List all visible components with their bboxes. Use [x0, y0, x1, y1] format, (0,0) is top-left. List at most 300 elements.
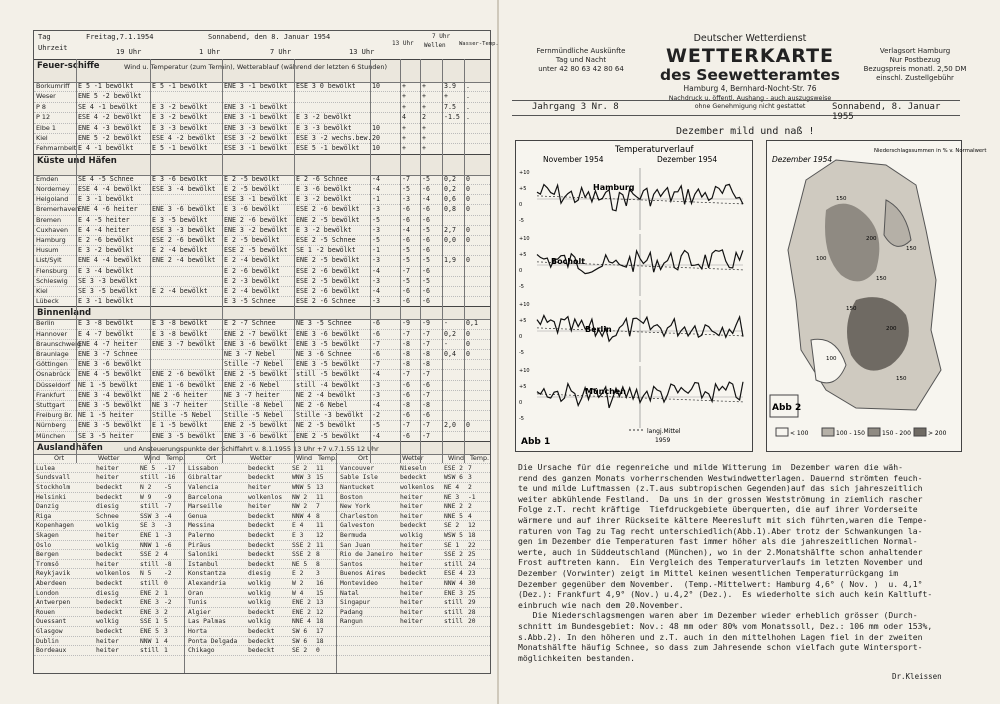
port-value: bedeckt [248, 647, 275, 655]
cell-value: ESE 3 -2 bewölkt [224, 134, 288, 142]
cell-value: E 1 -5 bewölkt [152, 421, 208, 430]
port-value: wolkig [96, 618, 119, 626]
port-name: Dublin [36, 637, 59, 645]
cell-value: 2,0 [444, 421, 456, 430]
cell-value: ENE 2 -5 bewölkt [296, 215, 360, 224]
cell-value: -1.5 [444, 113, 460, 122]
legend-swatch [776, 428, 788, 436]
cell-value: ENE 4 -3 bewölkt [78, 123, 142, 132]
port-value: diesig [96, 589, 119, 597]
column-divider [294, 59, 295, 463]
y-tick: +5 [519, 384, 527, 390]
port-name: Stockholm [36, 484, 71, 491]
notice-line-1: Nachdruck u. öffentl. Aushang - auch auszugsweise [668, 95, 832, 102]
port-value: -17 [164, 464, 176, 472]
cell-value: -6 [402, 215, 410, 224]
port-name: Singapur [340, 599, 371, 607]
hdr-tag: Tag [38, 33, 51, 41]
section-header [34, 154, 490, 176]
contour-label: 150 [906, 246, 917, 252]
port-value: SSW 3 [140, 512, 159, 520]
port-value: 29 [468, 599, 476, 607]
port-value: SE 3 [140, 522, 156, 530]
cell-value: -5 [422, 276, 430, 285]
hdr-wasser: Wasser-Temp. [459, 41, 499, 47]
cell-value: + [444, 92, 448, 101]
port-value: SSE 2 [444, 551, 463, 559]
cell-value: ENE 4 -4 bewölkt [78, 256, 142, 265]
port-value: 8 [316, 512, 320, 520]
port-value: NW 2 [292, 493, 308, 501]
cell-value: NE 3 -5 Schnee [296, 319, 352, 328]
cell-value: ENE 2 -6 bewölkt [224, 215, 288, 224]
publisher-line-3: Bezugspreis monatl. 2,50 DM [863, 65, 967, 73]
port-value: 4 [164, 551, 168, 559]
cell-value: ENE 3 -2 bewölkt [224, 225, 288, 234]
cell-value: E 2 -4 bewölkt [224, 256, 280, 265]
port-value: 12 [316, 608, 324, 616]
cell-value: E 3 -8 bewölkt [152, 329, 208, 338]
port-name: Palermo [188, 532, 215, 539]
port-value: 25 [468, 589, 476, 597]
cell-value: -6 [422, 236, 430, 244]
port-value: heiter [96, 464, 119, 472]
cell-value: -3 [402, 195, 410, 204]
station-name: Braunschweig [36, 339, 81, 348]
port-value: SE 2 [292, 647, 308, 655]
cell-value: - [444, 339, 448, 348]
cell-value: 1,9 [444, 256, 456, 265]
y-tick: 0 [519, 400, 523, 406]
text-line: Die Ursache für die regenreiche und milde Witterung im Dezember waren die wäh- [518, 462, 903, 472]
port-name: Glasgow [36, 628, 63, 635]
port-value: 7 [468, 464, 472, 472]
cell-value: ENE 3 -5 bewölkt [152, 431, 216, 440]
port-value: -7 [164, 503, 172, 511]
cell-value: ESE 2 -6 bewölkt [296, 266, 360, 275]
port-value: -6 [164, 541, 172, 549]
port-value: bedeckt [400, 522, 427, 530]
port-value: N 5 [140, 570, 152, 578]
cell-value: ESE 3 -1 bewölkt [224, 144, 288, 153]
hdr-t7: 7 Uhr [270, 48, 292, 56]
cell-value: 0,6 [444, 195, 456, 204]
port-name: Saloniki [188, 551, 219, 559]
port-name: Kopenhagen [36, 522, 74, 530]
port-value: ENE 1 [140, 532, 159, 539]
port-value: 15 [316, 474, 324, 482]
port-value: 28 [468, 608, 476, 616]
hdr-date1: Freitag,7.1.1954 [86, 33, 154, 41]
port-name: Antwerpen [36, 599, 71, 607]
port-value: wolkig [96, 541, 119, 549]
cell-value: 0 [466, 329, 470, 338]
port-value: ENE 2 [292, 599, 311, 607]
cell-value: -5 [422, 174, 430, 183]
port-value: ENE 3 [140, 608, 159, 616]
port-value: bedeckt [96, 628, 123, 635]
port-value: -3 [164, 532, 172, 539]
temperature-figure [515, 140, 753, 452]
station-name: Cuxhaven [36, 225, 69, 234]
port-value: ENE 2 [140, 589, 159, 597]
cell-value: ENE 3 -1 bewölkt [224, 113, 288, 122]
port-name: Istanbul [188, 560, 219, 568]
cell-value: -4 [422, 195, 430, 204]
cell-value: -6 [372, 329, 380, 338]
port-value: bedeckt [248, 464, 275, 472]
y-tick: +10 [519, 302, 530, 308]
label-dezember: Dezember 1954 [657, 155, 718, 164]
port-name: Genua [188, 512, 207, 520]
cell-value: + [422, 123, 426, 132]
port-name: Lulea [36, 464, 55, 472]
cell-value: E 3 -5 bewölkt [152, 215, 208, 224]
cell-value: -6 [422, 287, 430, 295]
station-name: Bremerhaven [36, 205, 80, 214]
title-wetterkarte: WETTERKARTE [665, 45, 835, 67]
cell-value: ESE 3 -4 bewölkt [152, 185, 216, 193]
cell-value: -6 [422, 266, 430, 275]
cell-value: -9 [402, 319, 410, 328]
publisher-info [860, 47, 970, 83]
port-name: Buenos Aires [340, 570, 386, 578]
cell-value: -6 [422, 297, 430, 306]
port-name: London [36, 589, 59, 597]
legend-swatch [868, 428, 880, 436]
cell-value: -6 [422, 215, 430, 224]
column-divider [420, 59, 421, 463]
port-value: wolkig [96, 522, 119, 530]
cell-value: ESE 2 -6 bewölkt [296, 287, 360, 295]
cell-value: . [466, 102, 470, 111]
text-line: Die Niederschlagsmengen waren aber im Dezember wieder erheblich grösser (Durch- [518, 610, 918, 621]
publisher-line-2: Nur Postbezug [889, 56, 941, 64]
port-name: Bergen [36, 551, 59, 559]
y-tick: 0 [519, 268, 523, 274]
port-value: heiter [400, 599, 423, 607]
station-name: P 8 [36, 102, 46, 111]
cell-value: -3 [372, 390, 380, 399]
cell-value: - [444, 319, 448, 328]
port-value: 3 [316, 570, 320, 578]
cell-value: SE 4 -1 bewölkt [78, 102, 138, 111]
port-name: Boston [340, 493, 363, 501]
port-value: 7 [316, 503, 320, 511]
text-line: raturen von Tag zu Tag recht unterschiedlich(Abb.1).Aber trotz der Schwankungen la- [518, 525, 923, 536]
cell-value: -5 [372, 215, 380, 224]
cell-value: -5 [372, 421, 380, 430]
port-name: Rio de Janeiro [340, 551, 394, 559]
cell-value: 0,8 [444, 205, 456, 214]
y-tick: +10 [519, 170, 530, 176]
port-value: NNW 4 [292, 512, 311, 520]
cell-value: 0,2 [444, 329, 456, 338]
col-header: Wetter [250, 453, 272, 462]
cell-value: -4 [372, 287, 380, 295]
cell-value: -7 [422, 370, 430, 379]
port-value: still [140, 647, 159, 655]
port-name: Las Palmas [188, 618, 226, 626]
col-header: Wind [448, 453, 465, 462]
port-value: heiter [96, 532, 119, 539]
legend-year: 1959 [655, 437, 671, 444]
station-name: München [36, 431, 66, 440]
cell-value: NE 2 -6 heiter [152, 390, 208, 399]
cell-value: Stille -7 Nebel [224, 360, 284, 369]
port-value: -16 [164, 474, 176, 482]
port-name: Santos [340, 560, 363, 568]
cell-value: E 4 -5 heiter [78, 215, 130, 224]
station-name: Stuttgart [36, 401, 65, 409]
station-name: Husum [36, 246, 59, 255]
port-name: Danzig [36, 503, 59, 511]
cell-value: E 3 -2 bewölkt [296, 225, 352, 234]
station-name: Berlin [36, 319, 55, 328]
port-value: 11 [316, 464, 324, 472]
cell-value: 0,1 [466, 319, 478, 328]
cell-value: -3 [372, 225, 380, 234]
jahrgang: Jahrgang 3 Nr. 8 [532, 102, 619, 112]
cell-value: 4 [402, 113, 406, 122]
port-value: diesig [248, 570, 271, 578]
hdr-t13: 13 Uhr [349, 48, 375, 56]
port-value: bedeckt [248, 512, 275, 520]
cell-value: ESE 4 -2 bewölkt [152, 134, 216, 142]
port-value: N 2 [140, 484, 152, 491]
port-value: still [444, 608, 463, 616]
port-value: wolkig [248, 589, 271, 597]
port-name: Marseille [188, 503, 223, 511]
cell-value: -8 [402, 350, 410, 358]
cell-value: E 2 -4 bewölkt [224, 287, 280, 295]
cell-value: ESE 2 -5 bewölkt [296, 276, 360, 285]
port-value: wolkenlos [96, 570, 131, 578]
cell-value: NE 1 -5 heiter [78, 411, 134, 420]
port-value: WNW 5 [292, 484, 311, 491]
phone-line-1: Fernmündliche Auskünfte [536, 47, 626, 55]
port-value: NNW 1 [140, 637, 159, 645]
port-value: heiter [400, 580, 423, 587]
hdr-t13b: 13 Uhr [392, 40, 414, 47]
cell-value: ENE 3 -5 bewölkt [78, 401, 142, 409]
port-name: Rouen [36, 608, 55, 616]
port-value: 15 [316, 589, 324, 597]
port-value: bedeckt [248, 560, 275, 568]
port-value: SE 2 [292, 464, 308, 472]
text-line: möglichkeiten bestanden. [518, 652, 635, 663]
port-value: 18 [316, 637, 324, 645]
cell-value: + [402, 134, 406, 142]
table-header [34, 31, 499, 60]
cell-value: 7.5 [444, 102, 456, 111]
cell-value: 20 [372, 134, 380, 142]
cell-value: -5 [422, 256, 430, 265]
port-name: Konstantza [188, 570, 226, 578]
cell-value: ENE 5 -2 bewölkt [78, 92, 142, 101]
text-line: s.Abb.2). In den höheren und z.T. auch in den mittelhohen Lagen fiel in der zweiten [518, 631, 923, 642]
cell-value: E 2 -4 bewölkt [152, 246, 208, 255]
legend-text: 100 - 150 [836, 430, 865, 437]
cell-value: 10 [372, 123, 380, 132]
port-value: 20 [468, 618, 476, 626]
port-value: 1 [164, 647, 168, 655]
cell-value: 0 [466, 421, 470, 430]
port-value: wolkig [248, 599, 271, 607]
cell-value: -5 [402, 185, 410, 193]
cell-value: 0 [466, 174, 470, 183]
cell-value: ENE 2 -5 bewölkt [296, 431, 360, 440]
cell-value: NE 2 -4 bewölkt [296, 390, 356, 399]
cell-value: ESE 3 0 bewölkt [296, 82, 356, 90]
port-name: Barcelona [188, 493, 223, 501]
station-name: Göttingen [36, 360, 68, 369]
port-value: -5 [164, 484, 172, 491]
cell-value: + [422, 134, 426, 142]
port-name: Padang [340, 608, 363, 616]
port-name: Piräus [188, 541, 211, 549]
column-divider [370, 59, 371, 463]
port-value: WSW 5 [444, 532, 463, 539]
port-name: Oran [188, 589, 204, 597]
port-name: Charleston [340, 512, 378, 520]
station-name: Kiel [36, 134, 48, 142]
port-value: bedeckt [248, 522, 275, 530]
contour-label: 100 [816, 256, 827, 262]
cell-value: -6 [422, 185, 430, 193]
cell-value: 2,7 [444, 225, 456, 234]
col-header: Wetter [402, 453, 424, 462]
dwd-label: Deutscher Wetterdienst [693, 33, 807, 44]
port-value: heiter [400, 493, 423, 501]
port-name: Sundsvall [36, 474, 71, 482]
cell-value: -3 [372, 276, 380, 285]
cell-value: -4 [372, 431, 380, 440]
y-tick: -5 [519, 416, 524, 422]
port-value: 2 [468, 484, 472, 491]
y-tick: +10 [519, 236, 530, 242]
port-value: 3 [164, 628, 168, 635]
cell-value: -4 [372, 174, 380, 183]
title-seewetteramt: des Seewetteramtes [660, 66, 840, 84]
port-value: 4 [468, 512, 472, 520]
port-value: heiter [96, 560, 119, 568]
cell-value: E 4 -7 bewölkt [78, 329, 134, 338]
cell-value: 2 [422, 113, 426, 122]
port-value: bedeckt [248, 474, 275, 482]
station-name: Osnabrück [36, 370, 71, 379]
text-line: Frost auftreten kann. Ein Vergleich des Temperaturverlaufs im letzten November und [518, 557, 923, 568]
port-value: still [140, 560, 159, 568]
cell-value: NE 3 -6 Schnee [296, 350, 352, 358]
port-value: SE 2 [444, 522, 460, 530]
cell-value: 0 [466, 256, 470, 265]
port-value: SSE 1 [140, 618, 159, 626]
cell-value: -6 [422, 205, 430, 214]
port-value: SW 6 [292, 628, 308, 635]
contour-label: 150 [836, 196, 847, 202]
cell-value: ENE 2 -6 Nebel [224, 380, 280, 389]
station-name: Kiel [36, 287, 48, 295]
cell-value: + [422, 102, 426, 111]
phone-line-3: unter 42 80 63 42 80 64 [538, 65, 624, 73]
cell-value: -3 [372, 297, 380, 306]
station-name: Hamburg [36, 236, 66, 244]
port-value: heiter [400, 503, 423, 511]
headline: Dezember mild und naß ! [676, 126, 815, 137]
cell-value: -8 [402, 401, 410, 409]
column-divider [184, 453, 185, 673]
port-value: -3 [164, 522, 172, 530]
port-value: -2 [164, 570, 172, 578]
station-name: Düsseldorf [36, 380, 71, 389]
cell-value: ESE 2 -6 Schnee [296, 297, 356, 306]
col-header: Temp. [318, 453, 338, 462]
port-value: W 9 [140, 493, 152, 501]
port-name: Helsinki [36, 493, 67, 501]
port-value: 12 [468, 522, 476, 530]
text-line: rend des ganzen Monats vorherrschenden Westwindwetterlagen. Dauernd strömten feuch- [518, 472, 923, 483]
cell-value: NE 3 -7 heiter [224, 390, 280, 399]
cell-value: -5 [402, 256, 410, 265]
cell-value: ENE 2 -6 bewölkt [152, 370, 216, 379]
port-value: 2 [468, 503, 472, 511]
y-tick: -5 [519, 218, 524, 224]
cell-value: . [466, 82, 470, 90]
cell-value: -4 [372, 401, 380, 409]
cell-value: 3.9 [444, 82, 456, 90]
cell-value: ESE 2 -6 bewölkt [152, 236, 216, 244]
y-tick: +5 [519, 252, 527, 258]
port-value: heiter [400, 541, 423, 549]
port-value: 1 [164, 589, 168, 597]
cell-value: -7 [422, 421, 430, 430]
column-divider [464, 59, 465, 463]
cell-value: 10 [372, 82, 380, 90]
port-value: bedeckt [248, 551, 275, 559]
legend-text: < 100 [790, 430, 809, 437]
cell-value: E 3 -5 Schnee [224, 297, 276, 306]
port-value: 3 [468, 474, 472, 482]
y-tick: -5 [519, 350, 524, 356]
cell-value: still -4 bewölkt [296, 380, 360, 389]
section-subtitle: Wind u. Temperatur (zum Termin), Wetterablauf (während der letzten 6 Stunden) [124, 63, 388, 71]
cell-value: ENE 4 -5 bewölkt [78, 370, 142, 379]
port-name: Bermuda [340, 532, 367, 539]
text-line: te und milde Luftmassen (z.T.aus subtropischen Gegenden)auf das sich jahreszeitlich [518, 483, 923, 494]
port-value: 18 [316, 618, 324, 626]
port-value: Schnee [96, 512, 119, 520]
cell-value: NE 1 -5 bewölkt [78, 380, 138, 389]
cell-value: ESE 2 -5 Schnee [296, 236, 356, 244]
cell-value: ENE 2 -5 bewölkt [296, 256, 360, 265]
col-header: Temp. [470, 453, 490, 462]
port-value: NNE 5 [444, 512, 463, 520]
port-name: Lissabon [188, 464, 219, 472]
city-label: Berlin [585, 325, 612, 334]
contour-label: 200 [886, 326, 897, 332]
legend-text: > 200 [928, 430, 947, 437]
cell-value: ESE 5 -1 bewölkt [296, 144, 360, 153]
port-value: -8 [164, 560, 172, 568]
port-name: Gibraltar [188, 474, 223, 482]
cell-value: -5 [402, 276, 410, 285]
col-header: Wind [296, 453, 313, 462]
text-line: Monatshälfte häufig Schnee, so dass zum Jahresende schon vielfach gute Wintersport- [518, 642, 923, 653]
port-value: W 4 [292, 589, 304, 597]
station-name: Braunlage [36, 350, 69, 358]
cell-value: -3 [372, 205, 380, 214]
